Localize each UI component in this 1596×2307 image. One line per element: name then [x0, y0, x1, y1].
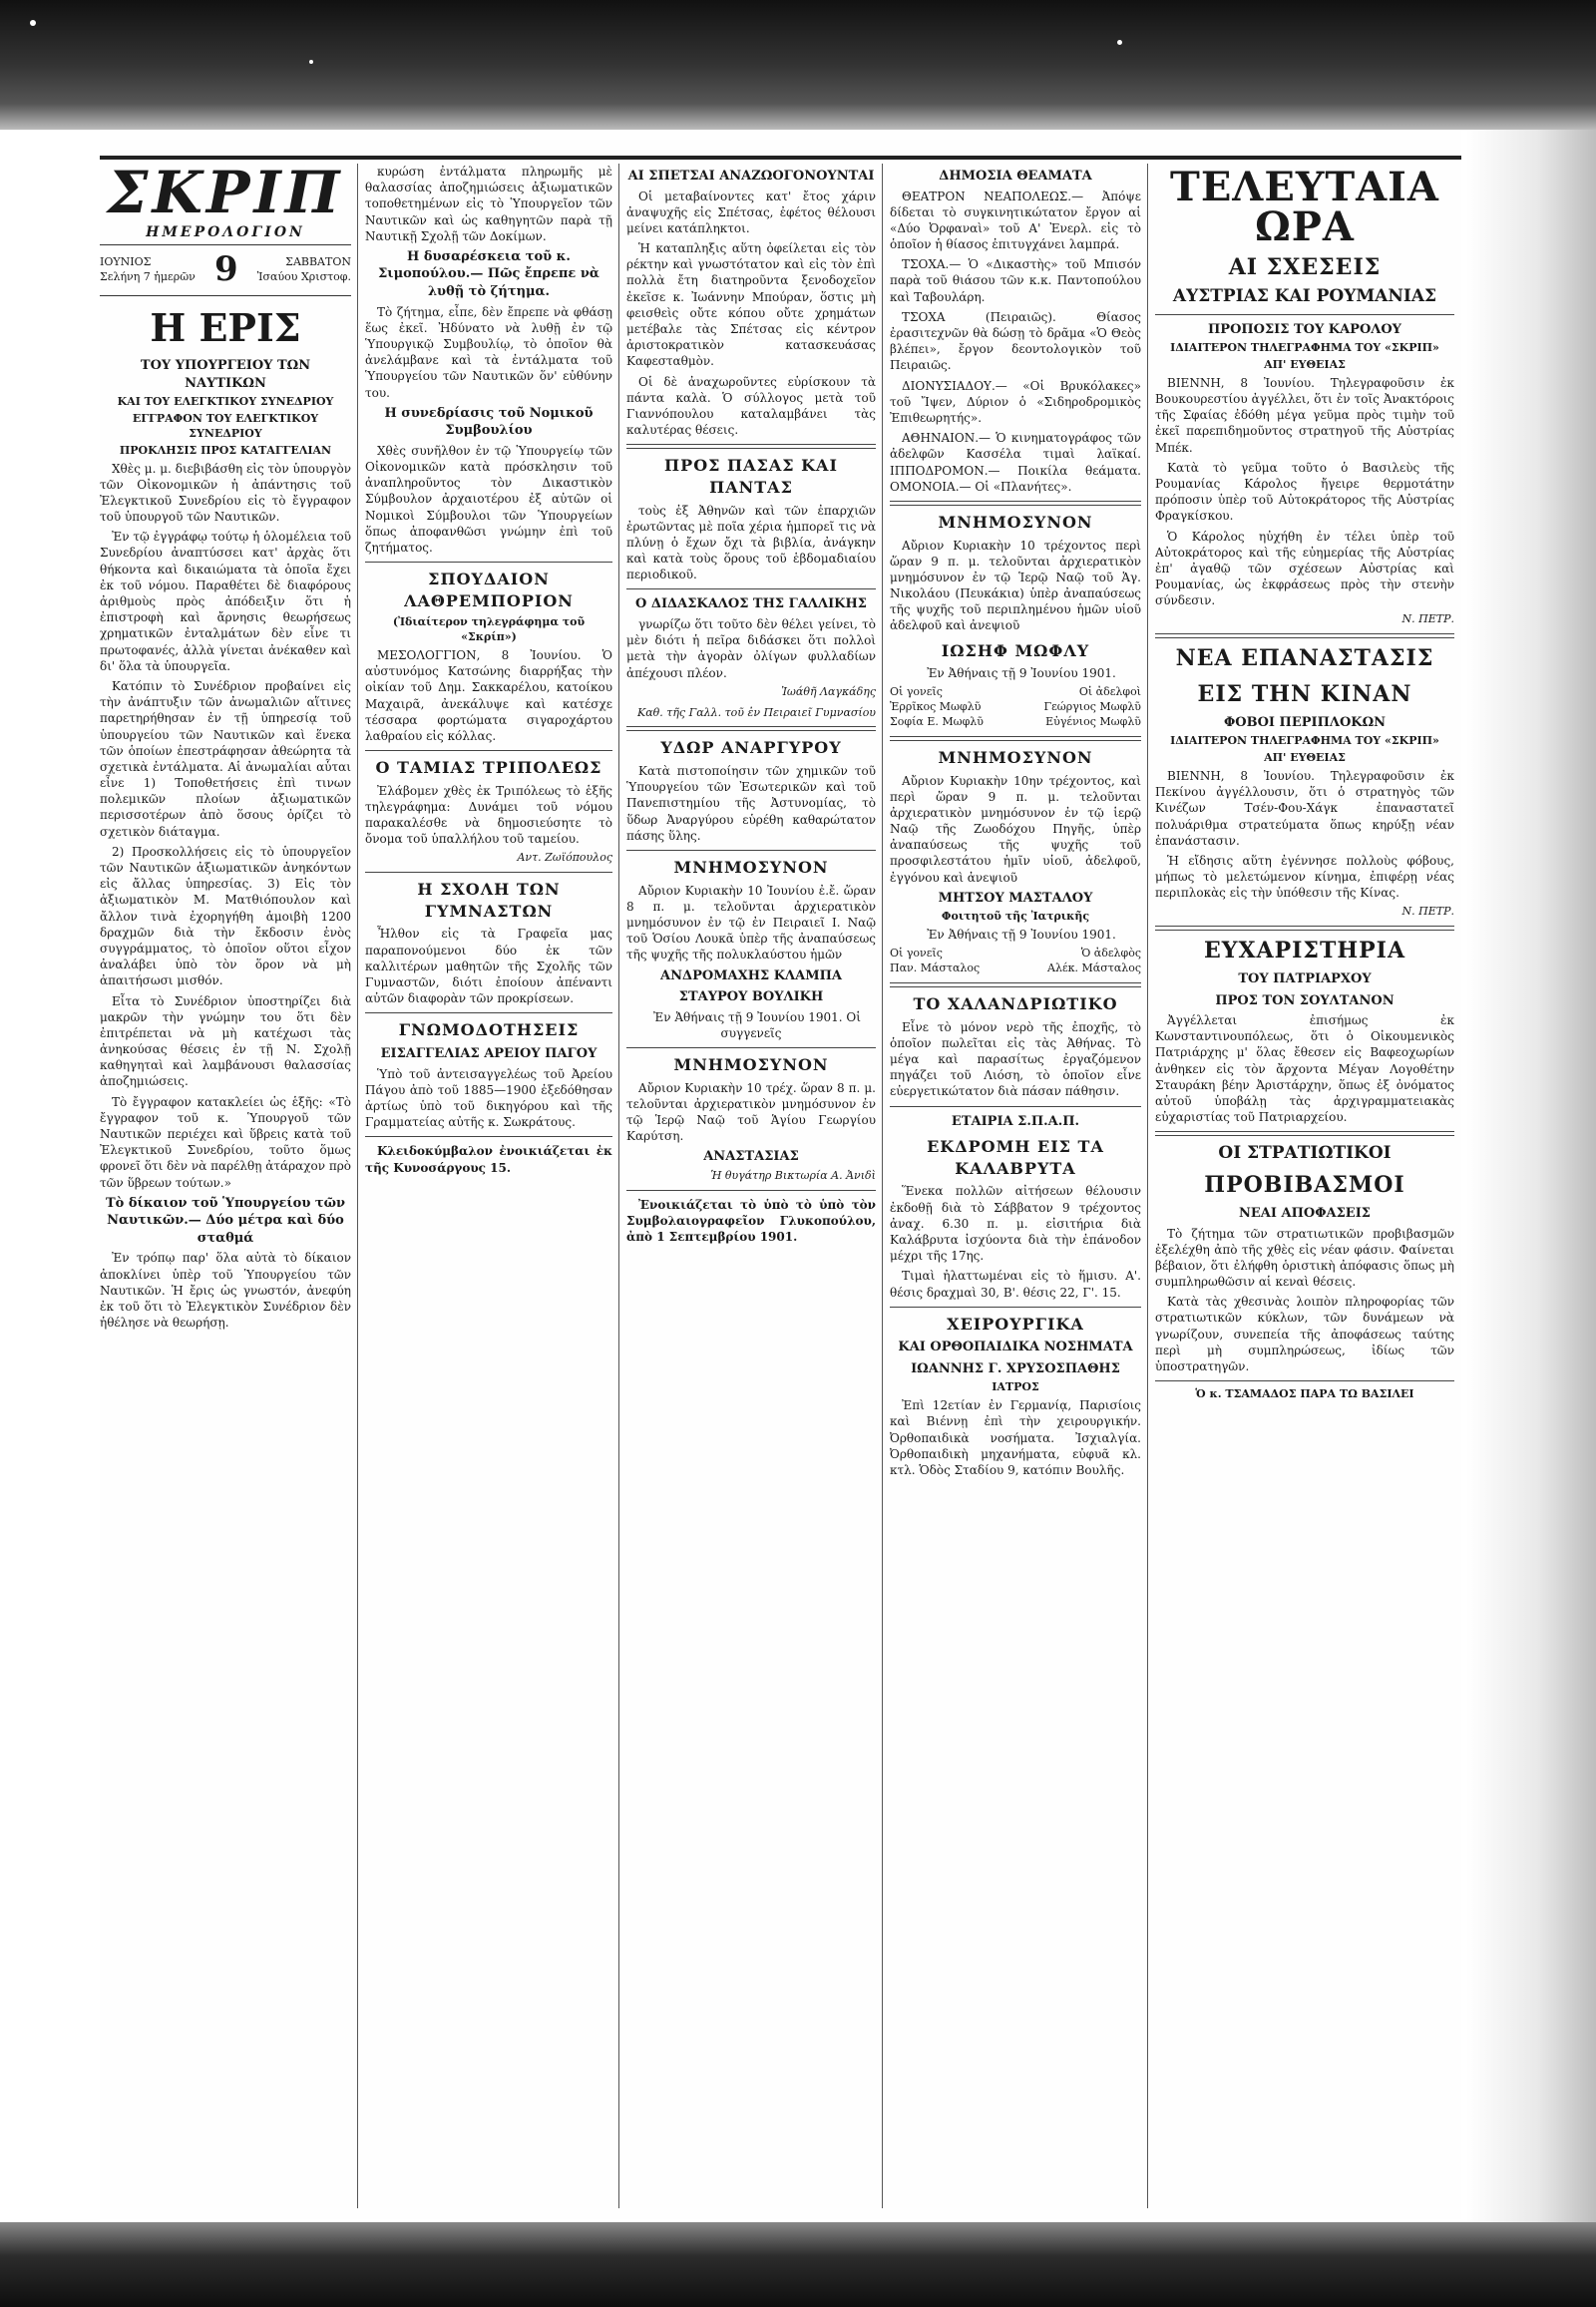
section-subtitle: ΝΕΑΙ ΑΠΟΦΑΣΕΙΣ [1239, 1206, 1371, 1221]
article-paragraph: Ἦλθον εἰς τὰ Γραφεῖα μας παραπονούμενοι δύο ἐκ τῶν καλλιτέρων μαθητῶν τῆς Σχολῆς τῶν Γυμναστῶν, διότι ἐποίουν ἀπέναντι αὐτῶν διαφορὰν τῶν προκρίσεων. [365, 927, 612, 1006]
family-left: Παν. Μάσταλος [890, 961, 981, 975]
section-subtitle: ΕΚΔΡΟΜΗ ΕΙΣ ΤΑ ΚΑΛΑΒΡΥΤΑ [927, 1137, 1104, 1178]
dateline-moon: Σελήνη 7 ἡμερῶν [100, 269, 196, 283]
newspaper-page [100, 130, 1461, 2219]
section-rule [626, 1190, 876, 1191]
signature: Ἰωάθῆ Λαγκάδης [781, 684, 876, 698]
article-paragraph: Τιμαὶ ἠλαττωμέναι εἰς τὸ ἥμισυ. Α'. θέσις δραχμαὶ 30, Β'. θέσις 22, Γ'. 15. [890, 1269, 1141, 1300]
signature: Ν. ΠΕΤΡ. [1401, 905, 1454, 919]
column-divider [618, 164, 619, 2208]
memorial-name: ΑΝΔΡΟΜΑΧΗΣ ΚΛΑΜΠΑ [660, 967, 842, 983]
article-paragraph: Χθὲς μ. μ. διεβιβάσθη εἰς τὸν ὑπουργὸν τῶν Οἰκονομικῶν ἡ ἀπάντησις τοῦ Ἐλεγκτικοῦ Συνεδρίου εἰς τὸ ἔγγραφον τοῦ ὑπουργοῦ τῶν Ναυτικῶν. [100, 461, 351, 525]
article-paragraph: Ἡ εἴδησις αὕτη ἐγέννησε πολλοὺς φόβους, μήπως τὸ μελετώμενον κίνημα, ἐπιφέρῃ νέας περιπλοκὰς εἰς τὴν ὑπόθεσιν τῆς Κίνας. [1155, 853, 1454, 901]
masthead-subtitle: ΗΜΕΡΟΛΟΓΙΟΝ [146, 224, 305, 240]
section-rule [1155, 314, 1454, 315]
right-margin-shadow [1466, 130, 1596, 2222]
signature: Ν. ΠΕΤΡ. [1401, 612, 1454, 626]
article-paragraph: Τὸ ζήτημα τῶν στρατιωτικῶν προβιβασμῶν ἐξελέχθη ἀπὸ τῆς χθὲς εἰς νέαν φάσιν. Φαίνεται βέβαιον, ὅτι ἐλήφθη ὁριστικὴ ἀπόφασις ὅπως μὴ συμπληρωθῶσιν αἱ κεναὶ θέσεις. [1155, 1226, 1454, 1290]
section-rule [626, 1047, 876, 1048]
section-rule [1155, 1380, 1454, 1381]
section-title: Η ΣΧΟΛΗ ΤΩΝ ΓΥΜΝΑΣΤΩΝ [417, 880, 561, 921]
section-title: ΜΝΗΜΟΣΥΝΟΝ [673, 858, 829, 877]
article-paragraph: Ὁ Κάρολος ηὐχήθη ἐν τέλει ὑπὲρ τοῦ Αὐτοκράτορος καὶ τῆς εὐημερίας τῆς Αὐστρίας ἐπ' ἀγαθῷ τῶν σχέσεων Αὐστρίας καὶ Ρουμανίας, ὡς ἐκφράσεως πρὸς τὴν στενὴν σύνδεσιν. [1155, 529, 1454, 608]
section-rule [1155, 1131, 1454, 1136]
section-rule [890, 1307, 1141, 1308]
family-row [890, 715, 1141, 730]
family-right: Ὁ ἀδελφὸς [1080, 947, 1141, 961]
section-title: ΝΕΑ ΕΠΑΝΑΣΤΑΣΙΣ [1175, 645, 1434, 672]
article-paragraph: Ἐν τῷ ἐγγράφῳ τούτῳ ἡ ὁλομέλεια τοῦ Συνεδρίου ἀναπτύσσει κατ' ἀρχὰς ὅτι θήκοντα καὶ δικαιώματα τὰ ὁποῖα ἔχει ἐκ τοῦ νόμου. Παραθέτει δὲ διαφόρους ἀριθμοὺς πρὸς ἀπόδειξιν ὅτι ἡ ἐπιστροφὴ καὶ ἄρνησις θεωρήσεως χρηματικῶν ἐνταλμάτων δὲν εἶνε τι πρωτοφανές, ἀλλὰ γίνεται ἀνέκαθεν καὶ δι' ὅλα τὰ ὑπουργεῖα. [100, 530, 351, 673]
section-title: ΜΝΗΜΟΣΥΝΟΝ [938, 747, 1093, 767]
article-subtitle: ΤΟΥ ΥΠΟΥΡΓΕΙΟΥ ΤΩΝ ΝΑΥΤΙΚΩΝ [140, 358, 311, 391]
memorial-name: ΑΝΑΣΤΑΣΙΑΣ [703, 1149, 799, 1165]
section-rule [626, 726, 876, 731]
article-subtitle: ΚΑΙ ΤΟΥ ΕΛΕΓΚΤΙΚΟΥ ΣΥΝΕΔΡΙΟΥ [117, 395, 334, 409]
column-1 [100, 164, 351, 2208]
section-rule [365, 562, 612, 563]
article-paragraph: ΔΙΟΝΥΣΙΑΔΟΥ.— «Οἱ Βρυκόλακες» τοῦ Ἴψεν, Δύριον ὁ «Σιδηροδρομικὸς Ἐπιθεωρητής». [890, 378, 1141, 425]
section-title: ΕΙΣ ΤΗΝ ΚΙΝΑΝ [1197, 681, 1412, 708]
family-left: Οἱ γονεῖς [890, 947, 943, 961]
family-right: Γεώργιος Μωφλῦ [1043, 700, 1141, 714]
top-scan-border [0, 0, 1596, 130]
article-paragraph: Αὔριον Κυριακὴν 10ην τρέχοντος, καὶ περὶ ὥραν 9 π. μ. τελοῦνται ἀρχιερατικὸν μνημόσυνον ἐν τῷ ἱερῷ Ναῷ τῆς Ζωοδόχου Πηγῆς, ὑπὲρ ἀναπαύσεως τῆς ψυχῆς τοῦ προσφιλεστάτου ἡμῖν υἱοῦ, ἀδελφοῦ, ἐγγόνου καὶ ἀνεψιοῦ [890, 773, 1141, 885]
section-title: ΣΠΟΥΔΑΙΟΝ ΛΑΘΡΕΜΠΟΡΙΟΝ [404, 570, 574, 610]
article-paragraph: Χθὲς συνῆλθον ἐν τῷ Ὑπουργείῳ τῶν Οἰκονομικῶν κατὰ πρόσκλησιν τοῦ ἀναπληροῦντος τὸν Δικαστικὸν Σύμβουλον ἀρχαιοτέρου ἐξ αὐτῶν οἱ Νομικοὶ Σύμβουλοι τῶν Ὑπουργείων ὅπως ἀποφανθῶσι γνώμην ἐπὶ τοῦ ζητήματος. [365, 443, 612, 555]
article-subtitle: ΠΡΟΚΛΗΣΙΣ ΠΡΟΣ ΚΑΤΑΓΓΕΛΙΑΝ [119, 443, 332, 457]
article-paragraph: ΑΘΗΝΑΙΟΝ.— Ὁ κινηματογράφος τῶν ἀδελφῶν Κασσέλα τιμαὶ λαϊκαί. ΙΠΠΟΔΡΟΜΟΝ.— Ποικίλα θεάματα. ΟΜΟΝΟΙΑ.— Οἱ «Πλανήτες». [890, 431, 1141, 494]
column-3 [626, 164, 876, 2208]
signature-title: Καθ. τῆς Γαλλ. τοῦ ἐν Πειραιεῖ Γυμνασίου [636, 705, 876, 719]
column-4 [890, 164, 1141, 2208]
section-subtitle: ΤΟΥ ΠΑΤΡΙΑΡΧΟΥ [1238, 970, 1372, 986]
section-rule [890, 736, 1141, 741]
article-paragraph: Κατὰ τὰς χθεσινὰς λοιπὸν πληροφορίας τῶν στρατιωτικῶν κύκλων, τῶν δυνάμεων νὰ γνωρίζουν, συνεπεία τῆς ἀποφάσεως ταύτης περὶ μὴ συμπληρώσεως, ἰδίως τῶν ὑποστρατηγῶν. [1155, 1295, 1454, 1374]
section-rule [365, 1136, 612, 1137]
masthead-logo: ΣΚΡΙΠ [107, 164, 344, 226]
dateline-day-number: 9 [214, 248, 238, 289]
dateline [100, 244, 351, 296]
family-row [890, 947, 1141, 961]
article-paragraph: Εἶτα τὸ Συνέδριον ὑποστηρίζει διὰ μακρῶν τὴν γνώμην του ὅτι δὲν ἐπιτρέπεται νὰ μὴ κατέχωσι τὰς ἀνηκούσας θέσεις ἐν τῇ Ν. Σχολῇ καθηγηταὶ καὶ λαμβάνουσι θαλασσίας ἀποζημιώσεις. [100, 993, 351, 1089]
section-rule [365, 872, 612, 873]
section-subtitle: (Ἰδιαίτερον τηλεγράφημα τοῦ «Σκρίπ») [392, 615, 586, 644]
section-title: ΔΗΜΟΣΙΑ ΘΕΑΜΑΤΑ [939, 169, 1092, 184]
family-left: Οἱ γονεῖς [890, 685, 943, 699]
article-paragraph: ΤΣΟΧΑ (Πειραιῶς). Θίασος ἐρασιτεχνῶν θὰ δώσῃ τὸ δρᾶμα «Ὁ Θεὸς βλέπει», ἔργον δεοντολογικὸν τοῦ Πειραιῶς. [890, 309, 1141, 373]
article-paragraph: Ἕνεκα πολλῶν αἰτήσεων θέλουσιν ἐκδοθῇ διὰ τὸ Σάββατον 9 τρέχοντος ἀναχ. 6.30 π. μ. εἰσιτήρια διὰ Καλάβρυτα ἰσχύοντα διὰ τὴν ἐπάνοδον μέχρι τῆς 17ης. [890, 1184, 1141, 1264]
section-rule [890, 501, 1141, 506]
section-subtitle: ΕΙΣΑΓΓΕΛΙΑΣ ΑΡΕΙΟΥ ΠΑΓΟΥ [380, 1046, 598, 1062]
family-row [890, 961, 1141, 976]
section-title: ΜΝΗΜΟΣΥΝΟΝ [938, 512, 1093, 532]
section-rule [890, 1106, 1141, 1107]
dateline-saint: Ἰσαύου Χριστοφ. [256, 269, 351, 283]
scan-speck [30, 20, 36, 26]
section-title: ΕΥΧΑΡΙΣΤΗΡΙΑ [1203, 938, 1406, 964]
article-subtitle: ΕΓΓΡΑΦΟΝ ΤΟΥ ΕΛΕΓΚΤΙΚΟΥ ΣΥΝΕΔΡΙΟΥ [132, 412, 319, 440]
article-paragraph: ΒΙΕΝΝΗ, 8 Ἰουνίου. Τηλεγραφοῦσιν ἐκ Βουκουρεστίου ἀγγέλλει, ὅτι ἐν τοῖς Ἀνακτόροις τῆς Σφαίας ἐδόθη μέγα γεῦμα πρὸς τιμὴν τοῦ ἐκεῖ παρεπιδημοῦντος στρατηγοῦ τῆς Αὐστρίας Μπέκ. [1155, 375, 1454, 455]
scan-speck [1117, 40, 1122, 45]
signature: Αντ. Ζωϊόπουλος [517, 851, 612, 865]
section-rule [626, 444, 876, 449]
memorial-date: Ἐν Ἀθήναις τῇ 9 Ἰουνίου 1901. [927, 666, 1116, 681]
article-paragraph: Οἱ μεταβαίνοντες κατ' ἔτος χάριν ἀναψυχῆς εἰς Σπέτσας, ἐφέτος θέλουσι μείνει κατάπληκτοι. [626, 189, 876, 235]
column-divider [882, 164, 883, 2208]
article-paragraph: Τὸ ζήτημα, εἶπε, δὲν ἔπρεπε νὰ φθάσῃ ἕως ἐκεῖ. Ἠδύνατο νὰ λυθῇ ἐν τῷ Ὑπουργικῷ Συμβουλίῳ, τὸ ὁποῖον θὰ ἀνελάμβανε καὶ τὰ ἐντάλματα τοῦ Ὑπουργείου τῶν Ναυτικῶν ὅν' εὐθύνην του. [365, 304, 612, 400]
article-paragraph: ΤΣΟΧΑ.— Ὁ «Δικαστὴς» τοῦ Μπισόν παρὰ τοῦ θιάσου τῶν κ.κ. Παντοπούλου καὶ Ταβουλάρη. [890, 257, 1141, 304]
section-rule [1155, 926, 1454, 931]
section-rule [1155, 633, 1454, 638]
article-subhead: Τὸ δίκαιον τοῦ Ὑπουργείου τῶν Ναυτικῶν.— Δύο μέτρα καὶ δύο σταθμά [105, 1195, 346, 1246]
article-paragraph: Ἐν τρόπῳ παρ' ὅλα αὐτὰ τὸ δίκαιον ἀποκλίνει ὑπὲρ τοῦ Ὑπουργείου τῶν Ναυτικῶν. Ἡ ἔρις ὡς γνωστόν, ἀνεφύη ἐκ τοῦ ὅτι τὸ Ἐλεγκτικὸν Συνέδριον δὲν ἠθέλησε νὰ θεωρήσῃ. [100, 1251, 351, 1331]
article-paragraph: Αὔριον Κυριακὴν 10 τρέχ. ὥραν 8 π. μ. τελοῦνται ἀρχιερατικὸν μνημόσυνον ἐν τῷ Ἱερῷ Ναῷ τοῦ Ἁγίου Γεωργίου Καρύτση. [626, 1080, 876, 1144]
section-subtitle: ΠΡΟΣ ΤΟΝ ΣΟΥΛΤΑΝΟΝ [1215, 992, 1395, 1008]
memorial-date: Ἐν Ἀθήναις τῇ 9 Ἰουνίου 1901. [927, 928, 1116, 943]
section-title: ΧΕΙΡΟΥΡΓΙΚΑ [947, 1314, 1084, 1334]
memorial-subtitle: Φοιτητοῦ τῆς Ἰατρικῆς [941, 910, 1090, 924]
article-paragraph: κυρώση ἐντάλματα πληρωμῆς μὲ θαλασσίας ἀποζημιώσεις ἀξιωματικῶν τοποθετημένων εἰς τὸ Ὑπουργεῖον τῶν Ναυτικῶν καὶ ὡς καθηγητῶν παρὰ τῇ Ναυτικῇ Σχολῇ τῶν Δοκίμων. [365, 165, 612, 243]
section-rule [626, 850, 876, 851]
telegram-tag: ΙΔΙΑΙΤΕΡΟΝ ΤΗΛΕΓΡΑΦΗΜΑ ΤΟΥ «ΣΚΡΙΠ» [1170, 734, 1439, 748]
article-paragraph: Ὑπὸ τοῦ ἀντεισαγγελέως τοῦ Ἀρείου Πάγου ἀπὸ τοῦ 1885—1900 ἐξεδόθησαν ἀρτίως ὑπὸ τοῦ δικηγόρου καὶ τῆς Γραμματείας αὐτῆς κ. Σωκράτους. [365, 1066, 612, 1130]
scan-speck [309, 60, 313, 64]
section-title: Ο ΤΑΜΙΑΣ ΤΡΙΠΟΛΕΩΣ [375, 758, 602, 778]
family-row [890, 700, 1141, 715]
classified-ad: Κλειδοκύμβαλον ἐνοικιάζεται ἐκ τῆς Κυνοσάργους 15. [365, 1144, 612, 1175]
section-title: ΠΡΟΒΙΒΑΣΜΟΙ [1204, 1172, 1405, 1199]
section-title: ΓΝΩΜΟΔΟΤΗΣΕΙΣ [398, 1020, 580, 1040]
article-paragraph: ΒΙΕΝΝΗ, 8 Ἰουνίου. Τηλεγραφοῦσιν ἐκ Πεκίνου ἀγγέλλουσιν, ὅτι ὁ στρατηγὸς τῶν Κινέζων Τσέν-Φου-Χάγκ ἐπαναστατεῖ πολυάριθμα στρατεύματα ὅπως κηρύξῃ νέαν ἐπανάστασιν. [1155, 768, 1454, 848]
article-paragraph: Ἡ καταπληξις αὕτη ὀφείλεται εἰς τὸν ρέκτην καὶ γνωστότατον καὶ εἰς τὸν ἐπὶ πολλὰ ἔτη διατηροῦντα ξενοδοχεῖον ἐκεῖσε κ. Ἰωάννην Μπούραν, ὅστις μὴ φεισθεὶς οὔτε κόπου οὔτε χρημάτων μετέβαλε τὰς Σπέτσας εἰς κέντρον ἀριστοκρατικὸν κατασκευάσας Καφεσταθμὸν. [626, 241, 876, 369]
section-subtitle: ΚΑΙ ΟΡΘΟΠΑΙΔΙΚΑ ΝΟΣΗΜΑΤΑ [898, 1340, 1133, 1355]
family-right: Εὐγένιος Μωφλῦ [1045, 715, 1141, 729]
section-title: ΑΙ ΣΠΕΤΣΑΙ ΑΝΑΖΩΟΓΟΝΟΥΝΤΑΙ [627, 169, 875, 184]
memorial-name: ΙΩΣΗΦ ΜΩΦΛΥ [941, 640, 1090, 660]
telegram-tag: ΑΠ' ΕΥΘΕΙΑΣ [1264, 751, 1346, 765]
article-paragraph: Αὔριον Κυριακὴν 10 Ἰουνίου ἐ.ἔ. ὥραν 8 π. μ. τελοῦνται ἀρχιερατικὸν μνημόσυνον ἐν τῷ ἐν Πειραιεῖ Ι. Ναῷ τοῦ Ὁσίου Λουκᾶ ὑπὲρ τῆς ἀναπαύσεως τῆς ψυχῆς τῆς πολυκλαύστου ἡμῶν [626, 883, 876, 962]
doctor-name: ΙΩΑΝΝΗΣ Γ. ΧΡΥΣΟΣΠΑΘΗΣ [911, 1360, 1120, 1376]
section-rule [365, 1012, 612, 1013]
signature: Ἡ θυγάτηρ Βικτωρία Α. Ἀνιδὶ [710, 1168, 876, 1182]
section-rule [890, 982, 1141, 987]
article-subhead: Η δυσαρέσκεια τοῦ κ. Σιμοπούλου.— Πῶς ἔπρεπε νὰ λυθῇ τὸ ζήτημα. [378, 248, 599, 300]
dateline-month: ΙΟΥΝΙΟΣ [100, 254, 152, 268]
article-paragraph: Κατόπιν τὸ Συνέδριον προβαίνει εἰς τὴν ἀνάπτυξιν τῶν ἀνωμαλιῶν αἵτινες παρετηρήθησαν ἐν τῇ ὑπηρεσίᾳ τοῦ ὑπουργείου τῶν Ναυτικῶν καὶ ἕνεκα τῶν ὁποίων ἐπεστράφησαν ἀθεώρητα τὰ σχετικὰ ἐντάλματα. Αἱ ἀνωμαλίαι αὗται εἶνε 1) Τοποθετήσεις ἐπὶ τινων πολεμικῶν πλοίων ἀξιωματικῶν περισσοτέρων ἀπὸ ὅσους ὁρίζει τὸ σχετικὸν διάταγμα. [100, 678, 351, 839]
article-paragraph: Οἱ δὲ ἀναχωροῦντες εὑρίσκουν τὰ πάντα καλὰ. Ὁ σύλλογος μετὰ τοῦ Γιαννόπουλου καταλαμβάνει τὰς καλυτέρας θέσεις. [626, 374, 876, 438]
bottom-scan-border [0, 2222, 1596, 2307]
section-title: ΑΙ ΣΧΕΣΕΙΣ [1228, 254, 1382, 280]
memorial-name: ΜΗΤΣΟΥ ΜΑΣΤΑΛΟΥ [938, 890, 1093, 906]
top-rule [100, 156, 1461, 160]
article-paragraph: Τὸ ἔγγραφον κατακλείει ὡς ἑξῆς: «Τὸ ἔγγραφον τοῦ κ. Ὑπουργοῦ τῶν Ναυτικῶν περιέχει καὶ ὕβρεις κατὰ τοῦ Ἐλεγκτικοῦ Συνεδρίου, τοῦτο ὅμως φρονεῖ ὅτι δὲν νὰ παρέλθῃ ἀτάραχον πρὸ τῶν ὕβρεων τούτων.» [100, 1094, 351, 1190]
section-subtitle: ΠΡΟΠΟΣΙΣ ΤΟΥ ΚΑΡΟΛΟΥ [1208, 321, 1401, 337]
article-paragraph: γνωρίζω ὅτι τοῦτο δὲν θέλει γείνει, τὸ μὲν διότι ἡ πεῖρα διδάσκει ὅτι πολλοὶ μετὰ τὴν ἀγορὰν ὀλίγων φυλλαδίων ἀπέχουσι πλέον. [626, 617, 876, 680]
family-right: Αλέκ. Μάσταλος [1047, 961, 1141, 975]
breaking-news-title: ΤΕΛΕΥΤΑΙΑ ΩΡΑ [1170, 164, 1439, 250]
telegram-tag: ΑΠ' ΕΥΘΕΙΑΣ [1264, 358, 1346, 372]
column-2 [365, 164, 612, 2208]
column-5 [1155, 164, 1454, 2208]
article-title: Η ΕΡΙΣ [150, 304, 301, 350]
article-paragraph: Ἐλάβομεν χθὲς ἐκ Τριπόλεως τὸ ἑξῆς τηλεγράφημα: Δυνάμει τοῦ νόμου παρακαλέσθε νὰ δημοσιεύσητε τὸ ὄνομα τοῦ ὑπαλλήλου τοῦ ταμείου. [365, 783, 612, 847]
section-title: Ὁ κ. ΤΣΑΜΑΔΟΣ ΠΑΡΑ ΤΩ ΒΑΣΙΛΕΙ [1195, 1387, 1414, 1401]
classified-ad: Ἐνοικιάζεται τὸ ὑπὸ τὸ ὑπὸ τὸν Συμβολαιογραφεῖον Γλυκοπούλου, ἀπὸ 1 Σεπτεμβρίου 1901. [626, 1197, 876, 1245]
column-divider [1147, 164, 1148, 2208]
section-title: ΟΙ ΣΤΡΑΤΙΩΤΙΚΟΙ [1218, 1143, 1392, 1164]
article-paragraph: ΜΕΣΟΛΟΓΓΙΟΝ, 8 Ἰουνίου. Ὁ αὐστυνόμος Κατσώνης διαρρήξας τὴν οἰκίαν τοῦ Δημ. Σακκαρέλου, κατοίκου Μαχαιρᾶ, ἀνεκάλυψε καὶ κατέσχε τέσσαρα φορτώματα σιγαροχάρτου λαθραίου εἰς κόλλας. [365, 647, 612, 743]
memorial-footer: Ἐν Ἀθήναις τῇ 9 Ἰουνίου 1901. Οἱ συγγενεῖς [653, 1009, 861, 1040]
section-title: Ο ΔΙΔΑΣΚΑΛΟΣ ΤΗΣ ΓΑΛΛΙΚΗΣ [635, 596, 867, 612]
article-paragraph: 2) Προσκολλήσεις εἰς τὸ ὑπουργεῖον τῶν Ναυτικῶν ἀξιωματικῶν ἀνηκόντων εἰς ἄλλας ὑπηρεσίας. 3) Εἰς τὸν ἀξιωματικὸν Μ. Ματθιόπουλον καὶ ἄλλον τινὰ ἐχορηγήθη ἀμοιβὴ 1200 δραχμῶν διὰ τὴν ἔκδοσιν ἑνὸς συγγράμματος, τὸ ὁποῖον οὕτοι εἶχον ἀναλάβει ὑπὸ τὸν ὅρον νὰ μὴ ἀπαιτήσωσι μισθόν. [100, 844, 351, 988]
article-paragraph: Αὔριον Κυριακὴν 10 τρέχοντος περὶ ὥραν 9 π. μ. τελοῦνται ἀρχιερατικὸν μνημόσυνον ἐν τῷ Ἱερῷ Ναῷ τοῦ Ἁγ. Νικολάου (Πευκάκια) ὑπὲρ ἀναπαύσεως τῆς ψυχῆς τοῦ περιπλημένου ἡμῶν υἱοῦ ἀδελφοῦ καὶ ἀνεψιοῦ [890, 538, 1141, 633]
section-title: ΕΤΑΙΡΙΑ Σ.Π.Α.Π. [951, 1113, 1080, 1129]
column-divider [357, 164, 358, 2208]
family-left: Σοφία Ε. Μωφλῦ [890, 715, 984, 729]
section-title: ΠΡΟΣ ΠΑΣΑΣ ΚΑΙ ΠΑΝΤΑΣ [664, 456, 838, 497]
section-title: ΥΔΩΡ ΑΝΑΡΓΥΡΟΥ [660, 738, 842, 758]
section-rule [365, 750, 612, 751]
article-paragraph: Κατὰ πιστοποίησιν τῶν χημικῶν τοῦ Ὑπουργείου τῶν Ἐσωτερικῶν καὶ τοῦ Πανεπιστημίου τῆς Ἀστυνομίας, τὸ ὕδωρ Ἀναργύρου εὑρέθη καθαρώτατον πάσης ὕλης. [626, 764, 876, 843]
article-paragraph: Κατὰ τὸ γεῦμα τοῦτο ὁ Βασιλεὺς τῆς Ρουμανίας Κάρολος ἤγειρε θερμοτάτην πρόποσιν ὑπὲρ τοῦ Αὐτοκράτορος τῆς Αὐστρίας Φραγκίσκου. [1155, 460, 1454, 524]
family-row [890, 685, 1141, 700]
doctor-title: ΙΑΤΡΟΣ [992, 1380, 1039, 1394]
section-rule [626, 588, 876, 589]
section-subtitle: ΑΥΣΤΡΙΑΣ ΚΑΙ ΡΟΥΜΑΝΙΑΣ [1172, 285, 1437, 306]
article-paragraph: Ἀγγέλλεται ἐπισήμως ἐκ Κωνσταντινουπόλεως, ὅτι ὁ Οἰκουμενικὸς Πατριάρχης μ' ὅλας ἔθεσεν εἰς Βαφεοχωρίων ἀνθηκεν εἰς τὸν ἄρχοντα Μέγαν Λογοθέτην Σταυράκη βέην Ἀριστάρχην, ὅπως ἐξ ὀνόματος αὐτοῦ ὑποβάλῃ τὰς ἀρχιγραμματειακὰς εὐχαριστίας τοῦ Πατριαρχείου. [1155, 1013, 1454, 1125]
section-title: ΤΟ ΧΑΛΑΝΔΡΙΩΤΙΚΟ [913, 994, 1118, 1014]
article-subhead: Η συνεδρίασις τοῦ Νομικοῦ Συμβουλίου [384, 405, 594, 439]
family-right: Οἱ ἀδελφοὶ [1078, 685, 1141, 699]
section-subtitle: ΦΟΒΟΙ ΠΕΡΙΠΛΟΚΩΝ [1223, 714, 1387, 730]
dateline-weekday: ΣΑΒΒΑΤΟΝ [285, 254, 351, 268]
family-left: Ἐρρῖκος Μωφλῦ [890, 700, 982, 714]
telegram-tag: ΙΔΙΑΙΤΕΡΟΝ ΤΗΛΕΓΡΑΦΗΜΑ ΤΟΥ «ΣΚΡΙΠ» [1170, 341, 1439, 355]
article-paragraph: τοὺς ἐξ Ἀθηνῶν καὶ τῶν ἐπαρχιῶν ἐρωτῶντας μὲ ποῖα χέρια ἡμπορεῖ τις νὰ πλύνῃ ὁ ἔχων ὄχι τὰ βιβλία, ἀνάγκην καὶ κατὰ τοὺς ὅρους τοῦ ἑβδομαδιαίου περιοδικοῦ. [626, 503, 876, 582]
article-paragraph: Εἶνε τὸ μόνον νερὸ τῆς ἐποχῆς, τὸ ὁποῖον πωλεῖται εἰς τὰς Ἀθήνας. Τὸ μέγα καὶ παρασίτως ἐργαζόμενον πηγάζει τοῦ Λιόση, τὸ ὁποῖον εἶνε εὐεργετικώτατον διὰ πάσαν πάθησιν. [890, 1019, 1141, 1099]
memorial-name: ΣΤΑΥΡΟΥ ΒΟΥΛΙΚΗ [678, 989, 824, 1005]
section-title: ΜΝΗΜΟΣΥΝΟΝ [673, 1055, 829, 1074]
article-paragraph: Ἐπὶ 12ετίαν ἐν Γερμανίᾳ, Παρισίοις καὶ Βιέννῃ ἐπὶ τὴν χειρουργικήν. Ὀρθοπαιδικὰ νοσήματα. Ἰσχιαλγία. Ὀρθοπαιδικὴ μηχανήματα, εὐφυᾶ κλ. κτλ. Ὁδὸς Σταδίου 9, κατόπιν Βουλῆς. [890, 1398, 1141, 1477]
article-paragraph: ΘΕΑΤΡΟΝ ΝΕΑΠΟΛΕΩΣ.— Ἀπόψε δίδεται τὸ συγκινητικώτατον ἔργον αἱ «Δύο Ὀρφαναὶ» τοῦ Α' Ἐνερλ. εἰς τὸ ὁποῖον ἡ θίασος ἐπιτυγχάνει λαμπρά. [890, 189, 1141, 252]
